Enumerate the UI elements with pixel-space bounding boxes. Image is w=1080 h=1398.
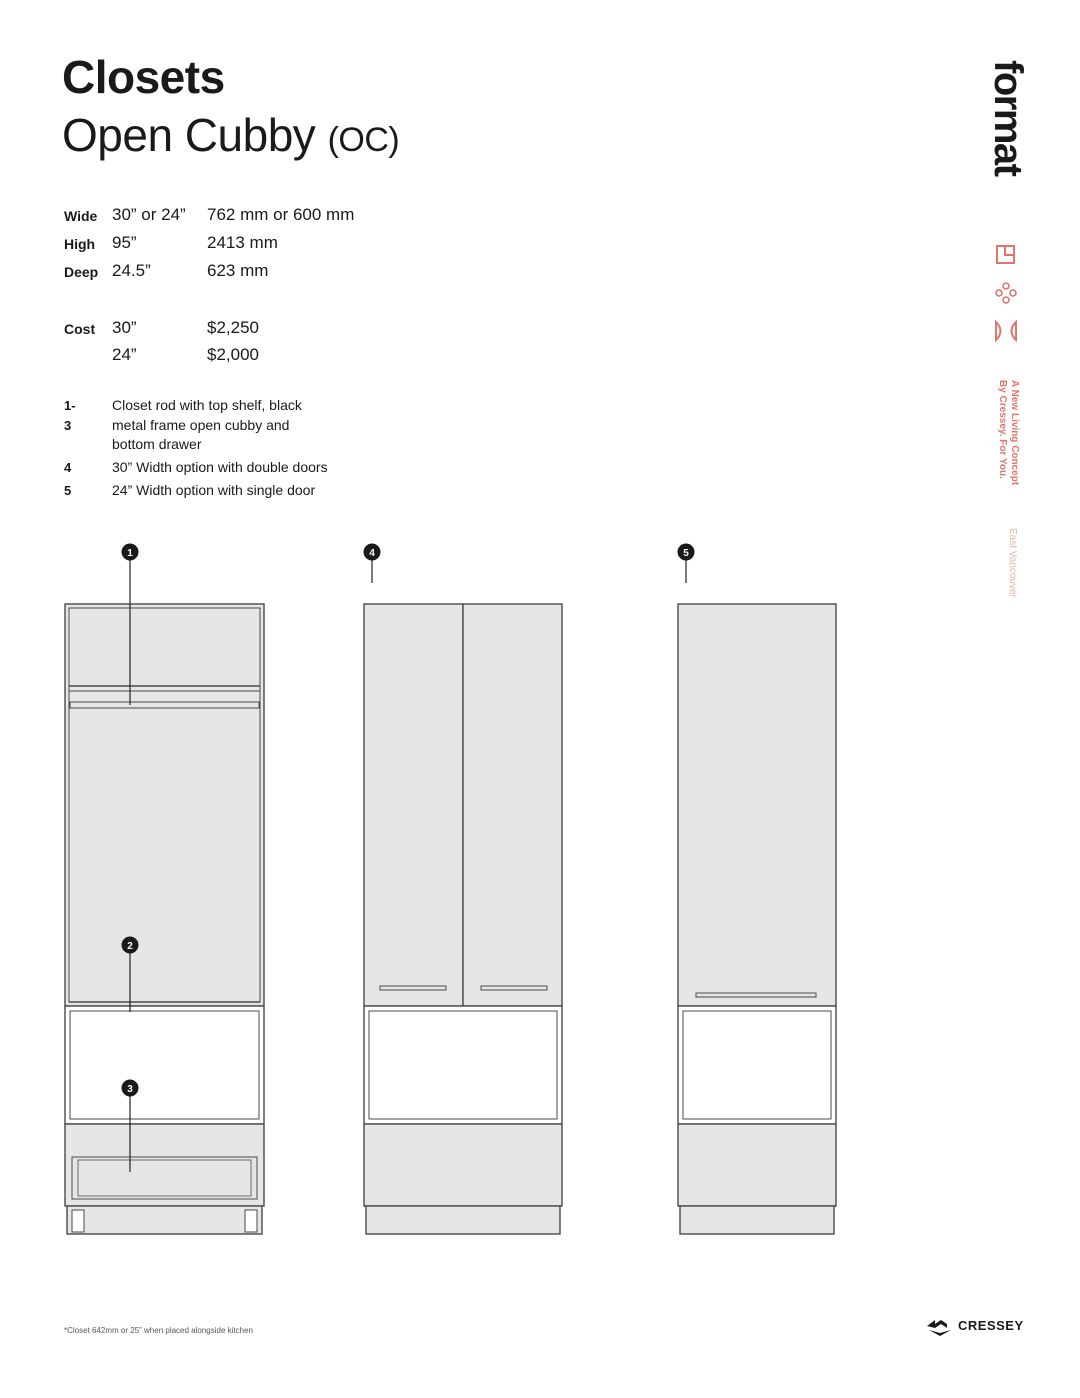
- upper-closet-interior: [69, 608, 260, 1002]
- right-door-handle: [481, 986, 547, 990]
- floorplan-icon: [994, 243, 1018, 267]
- cost-label: Cost: [64, 321, 96, 337]
- single-door: [678, 604, 836, 1006]
- note-text: 24” Width option with single door: [112, 482, 316, 498]
- bottom-drawer: [364, 1124, 562, 1206]
- svg-text:5: 5: [683, 548, 689, 559]
- marker-3: [122, 1080, 139, 1097]
- doors-icon: [994, 319, 1018, 343]
- leg-left: [72, 1210, 84, 1232]
- spec-label: Deep: [64, 264, 99, 280]
- drawer-basket-inner: [78, 1160, 251, 1196]
- spec-label: High: [64, 236, 96, 252]
- base-plinth: [67, 1206, 262, 1234]
- note-text: 30” Width option with double doors: [112, 459, 328, 475]
- svg-text:2: 2: [127, 941, 133, 952]
- page-subtitle: [62, 110, 399, 161]
- page-title: Closets: [62, 51, 225, 103]
- base-plinth: [680, 1206, 834, 1234]
- cost-price: $2,250: [207, 318, 259, 337]
- note-number: 4: [64, 460, 72, 475]
- spec-metric: 762 mm or 600 mm: [207, 205, 355, 224]
- marker-4: [364, 544, 381, 561]
- base-plinth: [366, 1206, 560, 1234]
- spec-imperial: 24.5”: [112, 261, 151, 280]
- closet-elevations: [0, 530, 900, 1250]
- product-name: Open Cubby: [62, 109, 316, 161]
- tagline-line-1: A New Living Concept: [1009, 380, 1020, 486]
- door-handle: [696, 993, 816, 997]
- marker-2: [122, 937, 139, 954]
- footnote: *Closet 642mm or 25” when placed alongside kitchen: [64, 1326, 253, 1335]
- tagline-line-2: By Cressey. For You.: [997, 380, 1008, 479]
- spec-metric: 2413 mm: [207, 233, 278, 252]
- bottom-drawer: [678, 1124, 836, 1206]
- cressey-logo-icon: [925, 1314, 955, 1338]
- cost-size: 30”: [112, 318, 137, 337]
- spec-imperial: 30” or 24”: [112, 205, 186, 224]
- spec-label: Wide: [64, 208, 98, 224]
- svg-text:1: 1: [127, 548, 133, 559]
- open-cubby-interior: [369, 1011, 557, 1119]
- note-number: 1-3: [64, 398, 76, 433]
- svg-text:4: 4: [369, 548, 375, 559]
- open-cubby-interior: [70, 1011, 259, 1119]
- left-door: [364, 604, 463, 1006]
- spec-metric: 623 mm: [207, 261, 269, 280]
- right-door: [463, 604, 562, 1006]
- community-icon: [994, 281, 1018, 305]
- marker-1: [122, 544, 139, 561]
- brand-wordmark: format: [986, 60, 1030, 176]
- product-code: (OC): [327, 121, 400, 159]
- marker-5: [678, 544, 695, 561]
- company-name: CRESSEY: [958, 1318, 1024, 1333]
- cabinet-single-door: [678, 604, 836, 1234]
- brand-tagline: [996, 380, 1020, 485]
- svg-text:3: 3: [127, 1084, 133, 1095]
- spec-imperial: 95”: [112, 233, 137, 252]
- note-number: 5: [64, 483, 72, 498]
- cabinet-double-door: [364, 604, 562, 1234]
- leg-right: [245, 1210, 257, 1232]
- cost-price: $2,000: [207, 345, 259, 364]
- closet-rod: [70, 702, 259, 708]
- cost-size: 24”: [112, 345, 137, 364]
- left-door-handle: [380, 986, 446, 990]
- location-label: East Vancouver: [1007, 528, 1018, 598]
- note-text: Closet rod with top shelf, black metal frame open cubby and bottom drawer: [112, 397, 302, 452]
- cabinet-open-cubby: [65, 604, 264, 1234]
- open-cubby-interior: [683, 1011, 831, 1119]
